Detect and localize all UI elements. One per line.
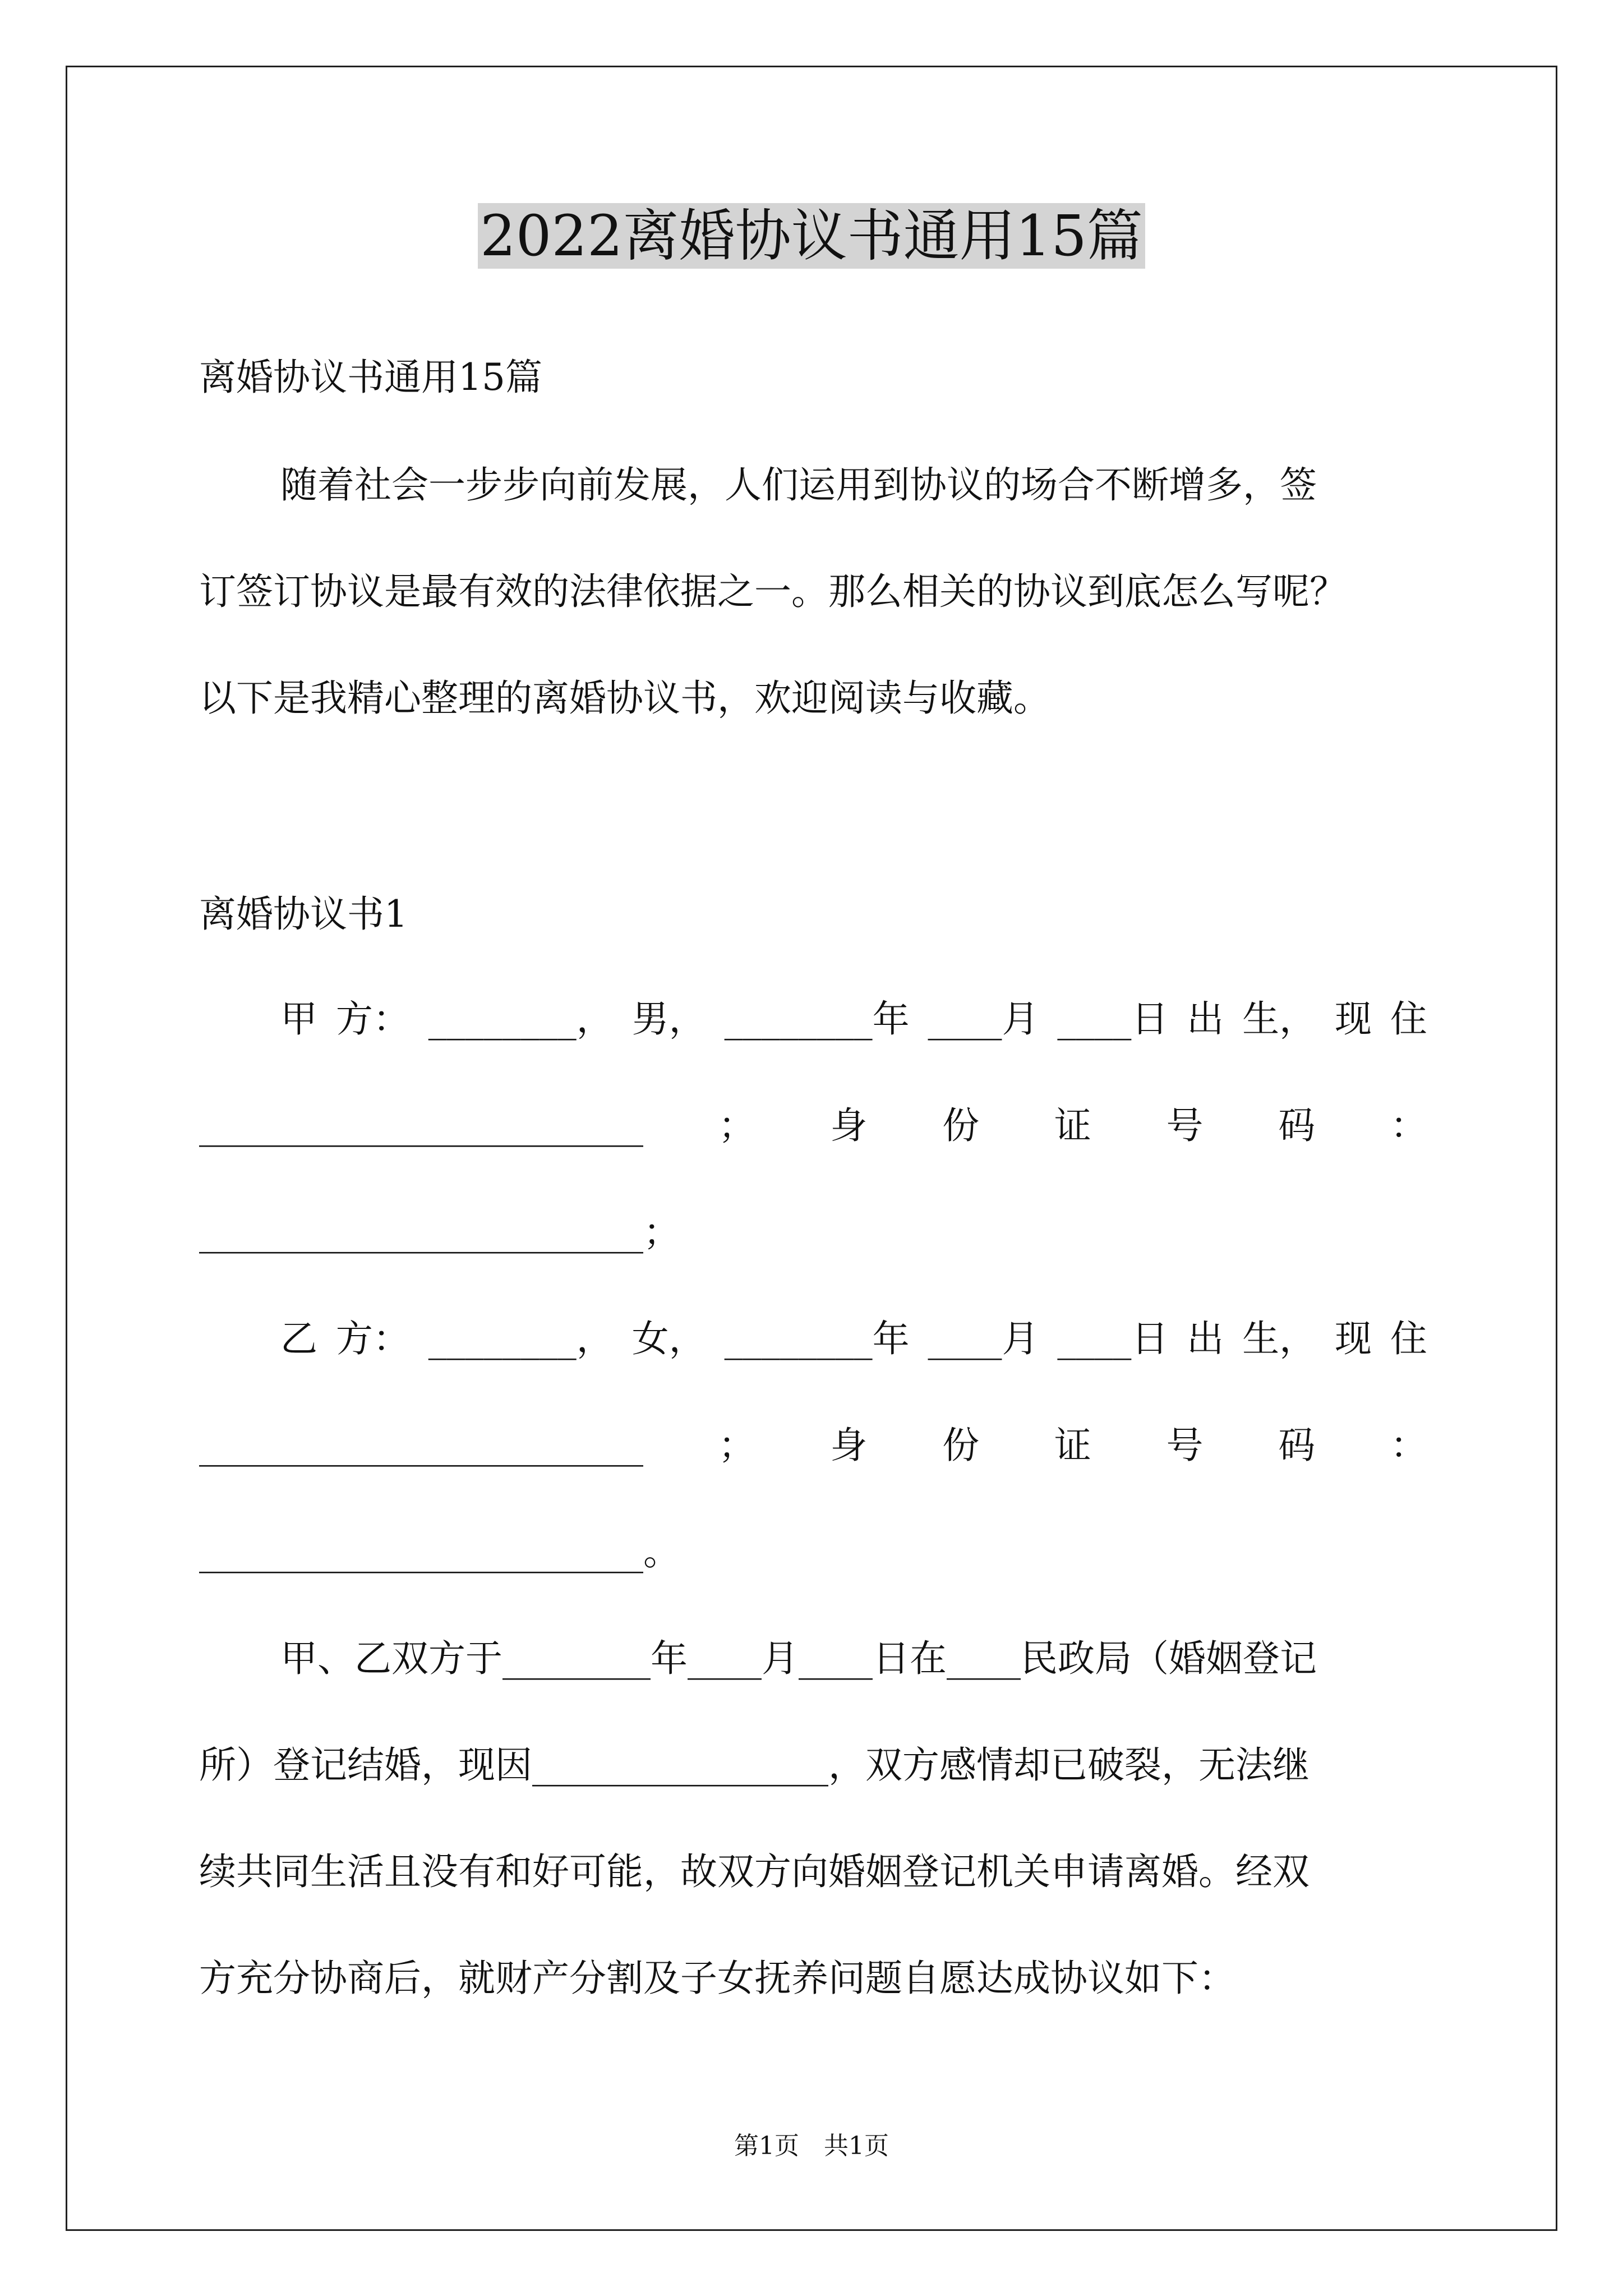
party-b-blank: ____月 xyxy=(928,1317,1039,1360)
party-a-address-blank: ________________________ xyxy=(199,1104,643,1147)
page-footer: 第1页 共1页 xyxy=(734,2132,889,2160)
party-b-text: 现 xyxy=(1335,1317,1372,1360)
party-a-text: 方： xyxy=(335,997,410,1041)
party-a-text: ： xyxy=(1390,1104,1427,1147)
marriage-para-line-4: 方充分协商后，就财产分割及子女抚养问题自愿达成协议如下： xyxy=(199,1957,1235,2000)
party-a-text: 证 xyxy=(1054,1104,1091,1147)
marriage-para-line-2: 所）登记结婚，现因________________，双方感情却已破裂，无法继 xyxy=(199,1743,1310,1787)
party-a-text: 住 xyxy=(1390,997,1427,1041)
party-a-text: 出 xyxy=(1187,997,1224,1041)
party-b-address-blank: ________________________ xyxy=(199,1424,643,1467)
party-b-text: 身 xyxy=(830,1424,868,1467)
party-b-text: 码 xyxy=(1278,1424,1316,1467)
party-a-line-1 xyxy=(280,994,1427,1045)
party-b-line-2 xyxy=(199,1420,1427,1471)
party-a-text: ； xyxy=(718,1104,755,1147)
party-a-text: 份 xyxy=(942,1104,980,1147)
party-b-text: ； xyxy=(718,1424,755,1467)
party-a-text: 码 xyxy=(1278,1104,1316,1147)
party-a-line-2 xyxy=(199,1101,1427,1151)
document-subtitle: 离婚协议书通用15篇 xyxy=(199,356,542,399)
marriage-para-line-1: 甲、乙双方于________年____月____日在____民政局（婚姻登记 xyxy=(280,1637,1317,1680)
party-a-text: 身 xyxy=(830,1104,868,1147)
party-b-line-3: ________________________。 xyxy=(199,1530,680,1573)
party-a-blank: ________， xyxy=(428,997,614,1041)
party-a-text: 甲 xyxy=(280,997,317,1041)
marriage-para-line-3: 续共同生活且没有和好可能，故双方向婚姻登记机关申请离婚。经双 xyxy=(199,1850,1310,1893)
party-b-blank: ____日 xyxy=(1057,1317,1169,1360)
party-b-text: 份 xyxy=(942,1424,980,1467)
party-a-blank: ____日 xyxy=(1057,997,1169,1041)
section-heading: 离婚协议书1 xyxy=(199,892,408,936)
party-b-text: 乙 xyxy=(280,1317,317,1360)
party-b-text: 证 xyxy=(1054,1424,1091,1467)
party-a-blank: ________年 xyxy=(724,997,910,1041)
party-b-text: 住 xyxy=(1390,1317,1427,1360)
party-b-text: ： xyxy=(1390,1424,1427,1467)
document-title: 2022离婚协议书通用15篇 xyxy=(0,200,1623,273)
party-b-text: 出 xyxy=(1187,1317,1224,1360)
party-b-text: 方： xyxy=(335,1317,410,1360)
party-b-line-1 xyxy=(280,1314,1427,1364)
intro-line-3: 以下是我精心整理的离婚协议书，欢迎阅读与收藏。 xyxy=(199,677,1050,720)
party-a-text: 号 xyxy=(1166,1104,1204,1147)
party-a-text: 现 xyxy=(1335,997,1372,1041)
party-a-line-3: ________________________； xyxy=(199,1211,680,1254)
intro-line-1: 随着社会一步步向前发展，人们运用到协议的场合不断增多，签 xyxy=(280,463,1317,507)
party-a-blank: ____月 xyxy=(928,997,1039,1041)
party-a-text: 男， xyxy=(631,997,706,1041)
party-b-blank: ________， xyxy=(428,1317,614,1360)
party-b-text: 生， xyxy=(1242,1317,1317,1360)
party-b-text: 女， xyxy=(631,1317,706,1360)
party-b-blank: ________年 xyxy=(724,1317,910,1360)
party-b-text: 号 xyxy=(1166,1424,1204,1467)
party-a-text: 生， xyxy=(1242,997,1317,1041)
intro-line-2: 订签订协议是最有效的法律依据之一。那么相关的协议到底怎么写呢？ xyxy=(199,570,1347,613)
